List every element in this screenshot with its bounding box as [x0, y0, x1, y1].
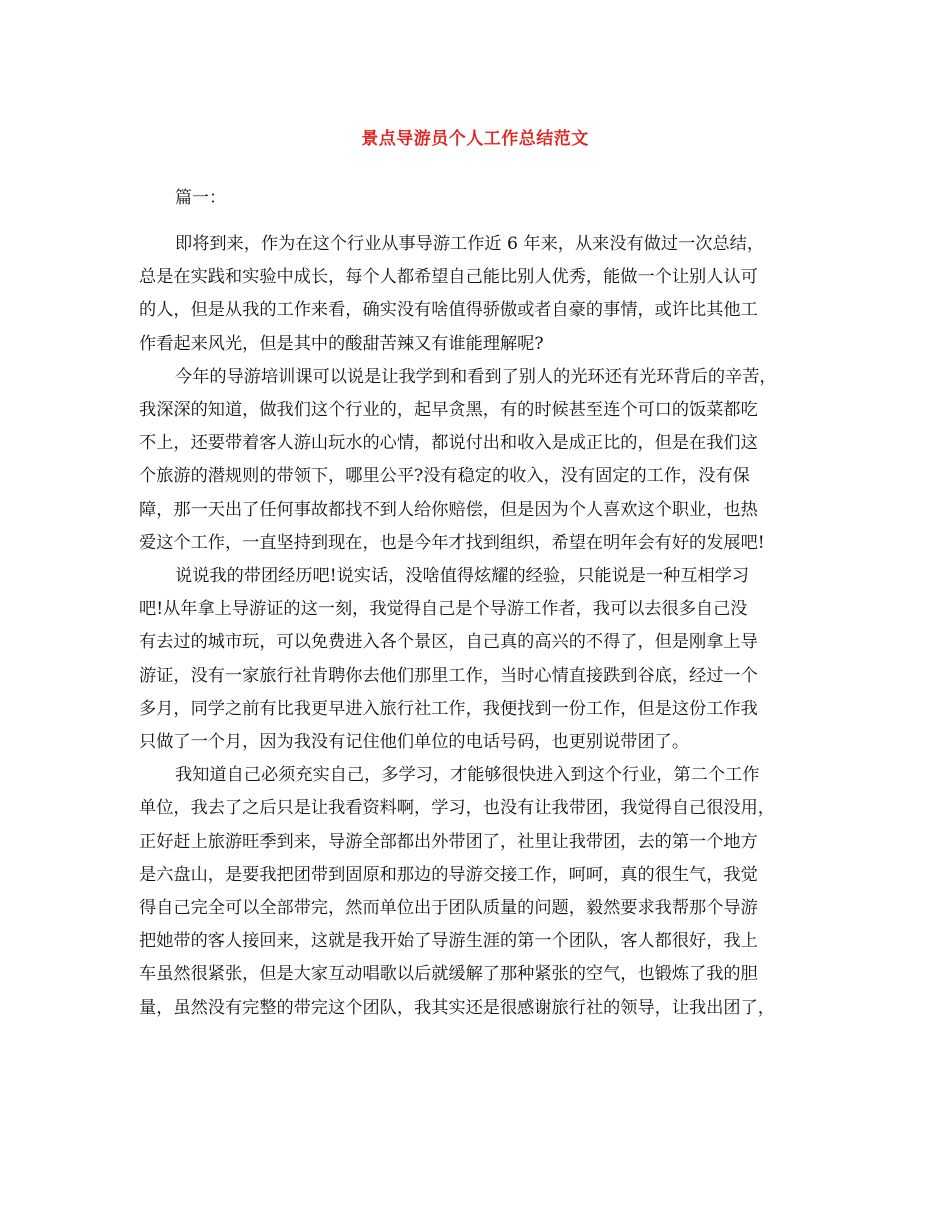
text-line: 单位，我去了之后只是让我看资料啊，学习，也没有让我带团，我觉得自己很没用，: [139, 798, 775, 818]
text-line: 游证，没有一家旅行社肯聘你去他们那里工作，当时心情直接跌到谷底，经过一个: [139, 666, 758, 686]
text-line: 不上，还要带着客人游山玩水的心情，都说付出和收入是成正比的，但是在我们这: [139, 433, 758, 453]
text-line: 爱这个工作，一直坚持到现在，也是今年才找到组织，希望在明年会有好的发展吧!: [139, 533, 765, 553]
text-line: 是六盘山，是要我把团带到固原和那边的导游交接工作，呵呵，真的很生气，我觉: [139, 865, 758, 885]
text-line: 正好赶上旅游旺季到来，导游全部都出外带团了，社里让我带团，去的第一个地方: [139, 832, 758, 852]
text-line: 得自己完全可以全部带完，然而单位出于团队质量的问题，毅然要求我帮那个导游: [139, 898, 758, 918]
text-line: 只做了一个月，因为我没有记住他们单位的电话号码，也更别说带团了。: [139, 732, 690, 752]
text-line: 多月，同学之前有比我更早进入旅行社工作，我便找到一份工作，但是这份工作我: [139, 699, 758, 719]
text-line: 即将到来，作为在这个行业从事导游工作近 6 年来，从来没有做过一次总结，: [175, 234, 765, 254]
document-title: 景点导游员个人工作总结范文: [361, 129, 589, 149]
text-line: 障，那一天出了任何事故都找不到人给你赔偿，但是因为个人喜欢这个职业，也热: [139, 500, 758, 520]
text-line: 个旅游的潜规则的带领下，哪里公平?没有稳定的收入，没有固定的工作，没有保: [139, 466, 750, 486]
text-line: 有去过的城市玩，可以免费进入各个景区，自己真的高兴的不得了，但是刚拿上导: [139, 632, 758, 652]
section-heading: 篇一：: [175, 188, 226, 208]
text-line: 我知道自己必须充实自己，多学习，才能够很快进入到这个行业，第二个工作: [175, 765, 760, 785]
text-line: 车虽然很紧张，但是大家互动唱歌以后就缓解了那种紧张的空气，也锻炼了我的胆: [139, 964, 758, 984]
text-line: 说说我的带团经历吧!说实话，没啥值得炫耀的经验，只能说是一种互相学习: [175, 566, 750, 586]
text-line: 把她带的客人接回来，这就是我开始了导游生涯的第一个团队，客人都很好，我上: [139, 931, 758, 951]
text-line: 的人，但是从我的工作来看，确实没有啥值得骄傲或者自豪的事情，或许比其他工: [139, 300, 758, 320]
text-line: 吧!从年拿上导游证的这一刻，我觉得自己是个导游工作者，我可以去很多自己没: [139, 599, 748, 619]
text-line: 今年的导游培训课可以说是让我学到和看到了别人的光环还有光环背后的辛苦，: [175, 367, 777, 387]
text-line: 总是在实践和实验中成长，每个人都希望自己能比别人优秀，能做一个让别人认可: [139, 267, 758, 287]
text-line: 作看起来风光，但是其中的酸甜苦辣又有谁能理解呢?: [139, 334, 544, 354]
text-line: 我深深的知道，做我们这个行业的，起早贪黑，有的时候甚至连个可口的饭菜都吃: [139, 400, 758, 420]
text-line: 量，虽然没有完整的带完这个团队，我其实还是很感谢旅行社的领导，让我出团了，: [139, 998, 775, 1018]
